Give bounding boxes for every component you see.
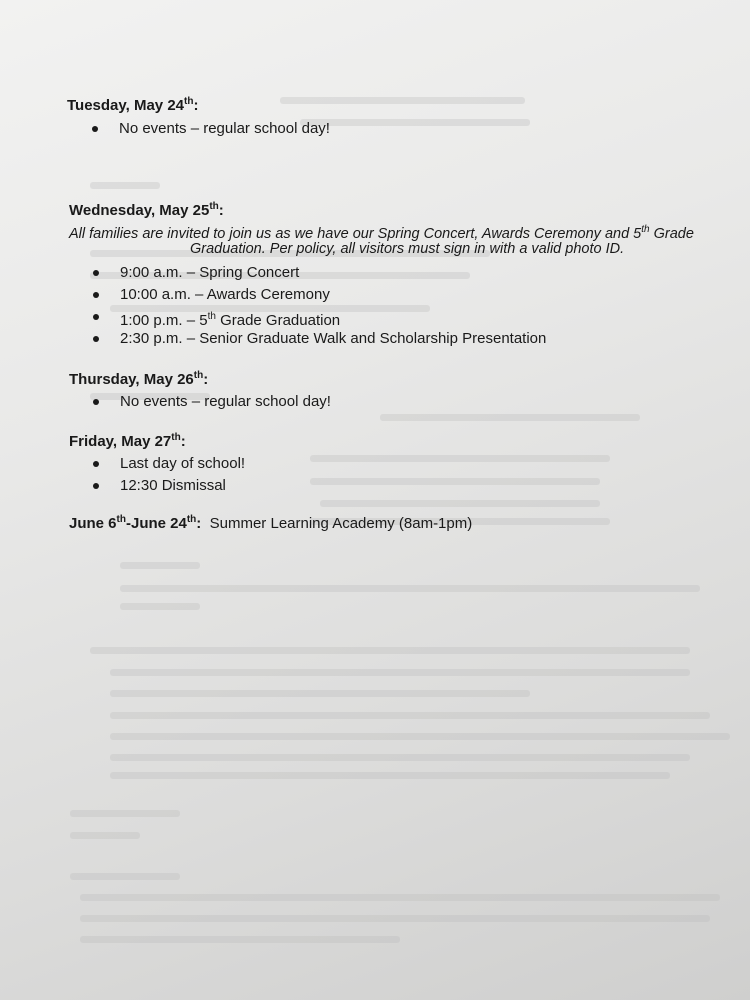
list-item: Last day of school! [93,453,245,475]
list-item [93,306,546,328]
event-ordinal: th [207,311,216,322]
list-item: 2:30 p.m. – Senior Graduate Walk and Scholarship Presentation [93,328,546,350]
summer-academy-detail: Summer Learning Academy (8am-1pm) [201,515,473,532]
summer-colon: : [196,515,202,532]
thursday-heading [69,370,208,388]
list-item: 9:00 a.m. – Spring Concert [93,262,546,284]
summer-start: June 6 [69,515,117,532]
wednesday-event-list [93,262,546,350]
wednesday-intro-line-2: Graduation. Per policy, all visitors must sign in with a valid photo ID. [190,241,625,257]
summer-academy-line [69,514,472,532]
friday-title: Friday, May 27 [69,433,172,450]
event-text: 1:00 p.m. – 5 [120,312,208,329]
thursday-title: Thursday, May 26 [69,371,194,388]
intro-ordinal: th [641,224,650,235]
wednesday-heading [69,201,224,219]
thursday-ordinal: th [193,370,204,381]
tuesday-title: Tuesday, May 24 [67,97,184,114]
list-item: No events – regular school day! [92,118,330,140]
friday-event-list [93,453,245,497]
list-item: 12:30 Dismissal [93,475,245,497]
list-item: 10:00 a.m. – Awards Ceremony [93,284,546,306]
friday-ordinal: th [171,432,181,443]
thursday-event-list [93,391,331,413]
tuesday-event-list [92,118,330,140]
summer-end-ordinal: th [186,514,197,525]
wednesday-ordinal: th [209,201,219,212]
intro-text-end: Grade [649,225,694,242]
tuesday-ordinal: th [184,96,194,107]
tuesday-colon: : [193,97,199,114]
wednesday-colon: : [218,202,224,219]
wednesday-title: Wednesday, May 25 [69,202,210,219]
friday-heading [69,432,186,450]
list-item: No events – regular school day! [93,391,331,413]
summer-end: -June 24 [125,515,187,532]
event-text-end: Grade Graduation [215,312,341,329]
tuesday-heading [67,96,198,114]
summer-start-ordinal: th [116,514,126,525]
friday-colon: : [180,433,186,450]
thursday-colon: : [203,371,209,388]
intro-text: All families are invited to join us as we have our Spring Concert, Awards Ceremony and 5 [69,225,642,242]
